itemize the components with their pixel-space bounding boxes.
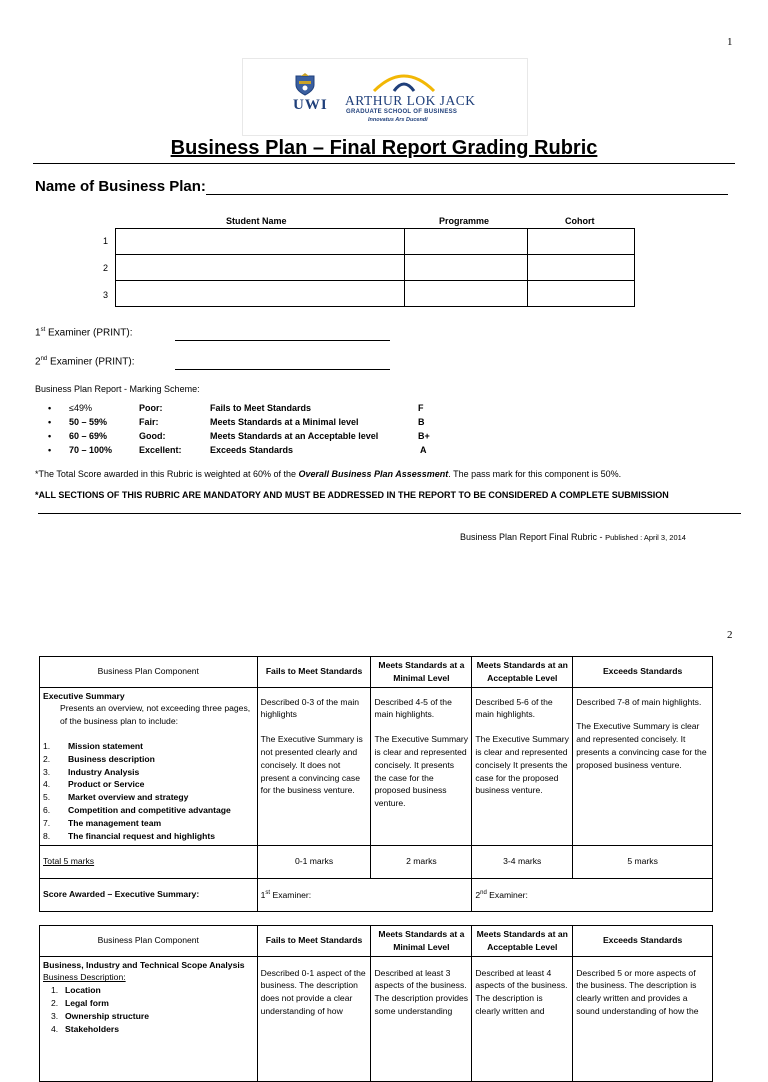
exec-summary-intro: Presents an overview, not exceeding three pages, of the business plan to include:: [60, 703, 251, 727]
table-header-row: [40, 926, 713, 957]
business-plan-name-field[interactable]: [206, 194, 728, 195]
weighting-note-emphasis: Overall Business Plan Assessment: [298, 469, 449, 479]
alj-logo-subtitle: GRADUATE SCHOOL OF BUSINESS: [346, 109, 458, 115]
row-number-2: 2: [103, 263, 109, 273]
exec-summary-title: Executive Summary: [43, 690, 125, 701]
weighting-note-text: *The Total Score awarded in this Rubric is weighted at 60% of the: [35, 469, 299, 479]
header-component: Business Plan Component: [40, 926, 258, 957]
business-analysis-rubric: [39, 925, 713, 1082]
criteria-description: The Executive Summary is clear and represented concisely. It presents the case for the proposed business venture.: [374, 734, 469, 809]
marks-fails: 0-1 marks: [257, 845, 371, 878]
scheme-grade: B+: [418, 431, 430, 441]
examiner-ordinal-suffix: nd: [40, 356, 48, 362]
table-row: [116, 281, 635, 307]
scheme-grade: F: [418, 403, 424, 413]
scheme-level: Excellent:: [139, 445, 182, 455]
list-item: 5. Market overview and strategy: [43, 792, 189, 803]
table-row: [116, 229, 635, 255]
alj-logo-name: ARTHUR LOK JACK: [345, 93, 476, 108]
executive-summary-rubric: [39, 656, 713, 912]
exec-minimal-criteria: [371, 687, 472, 845]
examiner-ordinal: 2: [35, 356, 41, 368]
marks-acceptable: 3-4 marks: [472, 845, 573, 878]
list-item: 1. Mission statement: [43, 740, 143, 751]
alj-logo-motto: Innovatus Ars Ducendi: [368, 117, 428, 123]
table-row: [116, 255, 635, 281]
title-divider: [33, 163, 735, 164]
business-description-list: [43, 984, 254, 1035]
list-item: 4. Stakeholders: [51, 1023, 119, 1034]
business-analysis-rubric-clip: [39, 925, 715, 1034]
exec-first-examiner-score[interactable]: 1st Examiner:: [257, 878, 472, 911]
list-item: 4. Product or Service: [43, 779, 145, 790]
business-plan-name-row: [35, 178, 206, 195]
student-name-cell-2[interactable]: [116, 255, 405, 281]
institution-logo: [242, 58, 528, 136]
marking-scheme-title: Business Plan Report - Marking Scheme:: [35, 384, 200, 394]
second-examiner-label: [35, 356, 134, 367]
footer-date: Published : April 3, 2014: [605, 533, 686, 542]
examiner-label-text: Examiner (PRINT):: [47, 356, 135, 368]
weighting-note-end: . The pass mark for this component is 50%.: [448, 469, 622, 479]
bits-exceeds-criteria: [573, 956, 713, 1081]
business-description-subtitle: Business Description:: [43, 972, 126, 983]
student-table: [115, 228, 635, 307]
first-examiner-field[interactable]: [175, 340, 390, 341]
page-title: Business Plan – Final Report Grading Rubric: [170, 137, 598, 159]
business-analysis-component: [40, 956, 258, 1081]
bullet-icon: •: [48, 445, 52, 455]
alj-arch-icon: [368, 67, 440, 93]
header-acceptable: Meets Standards at an Acceptable Level: [472, 657, 573, 688]
business-analysis-title: Business, Industry and Technical Scope Analysis: [43, 959, 245, 970]
header-component: Business Plan Component: [40, 657, 258, 688]
bullet-icon: •: [48, 403, 52, 413]
examiner-ordinal: 1: [35, 327, 41, 339]
second-examiner-field[interactable]: [175, 369, 390, 370]
bullet-icon: •: [48, 431, 52, 441]
list-item: 8. The financial request and highlights: [43, 830, 216, 841]
table-header-row: [40, 657, 713, 688]
criteria-highlights: Described 4-5 of the main highlights.: [374, 696, 452, 720]
criteria-description: Described at least 3 aspects of the business. The description provides some understanding: [374, 967, 469, 1016]
scheme-grade: A: [420, 445, 427, 455]
cohort-cell-1[interactable]: [528, 229, 635, 255]
scheme-range: 60 – 69%: [69, 431, 108, 441]
bullet-icon: •: [48, 417, 52, 427]
page-footer: [460, 532, 686, 542]
marks-exceeds: 5 marks: [573, 845, 713, 878]
criteria-description: Described 5 or more aspects of the business. The description is clearly written and provides a sound understanding of how the: [576, 967, 699, 1016]
footer-divider: [38, 513, 741, 514]
cohort-header: Cohort: [565, 216, 595, 226]
list-item: 7. The management team: [43, 817, 162, 828]
footer-title: Business Plan Report Final Rubric -: [460, 532, 606, 542]
exec-score-label: Score Awarded – Executive Summary:: [40, 878, 258, 911]
list-item: 6. Competition and competitive advantage: [43, 804, 231, 815]
table-row: [40, 687, 713, 845]
weighting-note: [35, 469, 621, 479]
scheme-description: Exceeds Standards: [210, 445, 294, 455]
bits-fails-criteria: [257, 956, 371, 1081]
header-acceptable: Meets Standards at an Acceptable Level: [472, 926, 573, 957]
criteria-description: The Executive Summary is not presented clearly and concisely. It does not present a convincing case for the business venture.: [260, 734, 363, 796]
scheme-level: Poor:: [139, 403, 163, 413]
criteria-highlights: Described 5-6 of the main highlights.: [475, 696, 553, 720]
programme-cell-1[interactable]: [405, 229, 528, 255]
scheme-description: Fails to Meet Standards: [210, 403, 312, 413]
list-item: 2. Business description: [43, 753, 155, 764]
criteria-description: The Executive Summary is clear and represented concisely It presents the case for the proposed business venture.: [475, 734, 569, 796]
scheme-range: ≤49%: [69, 403, 92, 413]
programme-header: Programme: [439, 216, 490, 226]
scheme-description: Meets Standards at a Minimal level: [210, 417, 359, 427]
bits-acceptable-criteria: [472, 956, 573, 1081]
list-item: 2. Legal form: [51, 997, 109, 1008]
examiner-ordinal-suffix: st: [40, 327, 46, 333]
header-fails: Fails to Meet Standards: [257, 926, 371, 957]
scheme-range: 70 – 100%: [69, 445, 113, 455]
criteria-description: Described at least 4 aspects of the business. The description is clearly written and: [475, 967, 568, 1016]
header-fails: Fails to Meet Standards: [257, 657, 371, 688]
exec-acceptable-criteria: [472, 687, 573, 845]
uwi-crest-icon: [293, 73, 317, 97]
header-minimal: Meets Standards at a Minimal Level: [371, 926, 472, 957]
list-item: 1. Location: [51, 985, 101, 996]
table-row: [40, 878, 713, 911]
student-name-cell-3[interactable]: [116, 281, 405, 307]
header-exceeds: Exceeds Standards: [573, 926, 713, 957]
row-number-3: 3: [103, 290, 109, 300]
table-row: [40, 956, 713, 1081]
criteria-description: The Executive Summary is clear and represented concisely. It presents a convincing case for the proposed business venture.: [576, 721, 707, 770]
exec-summary-list: [43, 740, 254, 842]
scheme-level: Fair:: [139, 417, 159, 427]
page-number-1: 1: [727, 36, 733, 48]
programme-cell-3[interactable]: [405, 281, 528, 307]
criteria-highlights: Described 7-8 of main highlights.: [576, 696, 702, 707]
exec-second-examiner-score[interactable]: 2nd Examiner:: [472, 878, 713, 911]
row-number-1: 1: [103, 236, 109, 246]
header-minimal: Meets Standards at a Minimal Level: [371, 657, 472, 688]
student-name-header: Student Name: [226, 216, 287, 226]
exec-summary-component: [40, 687, 258, 845]
exec-fails-criteria: [257, 687, 371, 845]
total-marks-label: Total 5 marks: [43, 856, 95, 867]
mandatory-note: *ALL SECTIONS OF THIS RUBRIC ARE MANDATORY AND MUST BE ADDRESSED IN THE REPORT TO BE CONSIDERED A COMPLETE SUBMISSION: [35, 490, 669, 500]
business-plan-name-label: Name of Business Plan:: [35, 178, 206, 195]
student-name-cell-1[interactable]: [116, 229, 405, 255]
cohort-cell-2[interactable]: [528, 255, 635, 281]
uwi-logo-text: UWI: [293, 97, 328, 113]
page-number-2: 2: [727, 629, 733, 641]
list-item: 3. Industry Analysis: [43, 766, 140, 777]
exec-total-marks: [40, 845, 258, 878]
table-row: [40, 845, 713, 878]
criteria-highlights: Described 0-3 of the main highlights: [260, 696, 360, 720]
cohort-cell-3[interactable]: [528, 281, 635, 307]
header-exceeds: Exceeds Standards: [573, 657, 713, 688]
bits-minimal-criteria: [371, 956, 472, 1081]
marks-minimal: 2 marks: [371, 845, 472, 878]
first-examiner-label: [35, 327, 132, 338]
scheme-grade: B: [418, 417, 425, 427]
list-item: 3. Ownership structure: [51, 1010, 150, 1021]
exec-exceeds-criteria: [573, 687, 713, 845]
scheme-description: Meets Standards at an Acceptable level: [210, 431, 379, 441]
scheme-level: Good:: [139, 431, 166, 441]
criteria-description: Described 0-1 aspect of the business. The description does not provide a clear understanding of how: [260, 967, 366, 1016]
scheme-range: 50 – 59%: [69, 417, 108, 427]
programme-cell-2[interactable]: [405, 255, 528, 281]
examiner-label-text: Examiner (PRINT):: [45, 327, 133, 339]
